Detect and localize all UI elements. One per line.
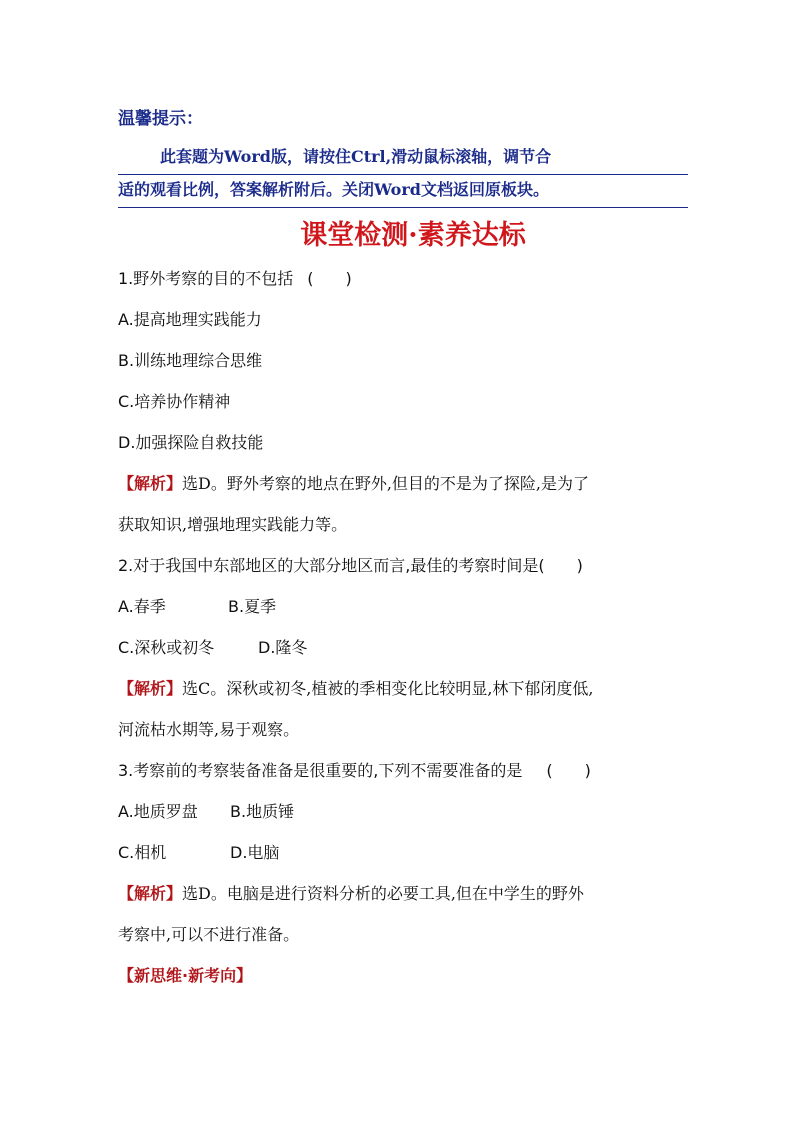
question-2-option-a: A.春季 bbox=[118, 597, 166, 616]
analysis-tag: 【解析】 bbox=[118, 474, 183, 493]
analysis-tag: 【解析】 bbox=[118, 679, 183, 698]
question-1-option-c: C.培养协作精神 bbox=[118, 392, 231, 411]
question-1-analysis-cont: 获取知识,增强地理实践能力等。 bbox=[118, 515, 348, 534]
analysis-text: 选C。深秋或初冬,植被的季相变化比较明显,林下郁闭度低, bbox=[182, 679, 594, 698]
question-2-options-cd bbox=[118, 627, 688, 668]
analysis-text: 选D。野外考察的地点在野外,但目的不是为了探险,是为了 bbox=[182, 474, 590, 493]
answer-paren: ( ) bbox=[307, 269, 352, 288]
section-title: 课堂检测·素养达标 bbox=[300, 220, 526, 251]
question-3-analysis bbox=[118, 873, 688, 914]
question-2-analysis bbox=[118, 668, 688, 709]
answer-paren: ( ) bbox=[546, 761, 591, 780]
question-2-option-b: B.夏季 bbox=[228, 597, 277, 616]
tip-line-2: 适的观看比例，答案解析附后。关闭Word文档返回原板块。 bbox=[118, 175, 688, 208]
question-3-option-d: D.电脑 bbox=[230, 843, 280, 862]
document-page bbox=[118, 100, 688, 996]
analysis-text: 选D。电脑是进行资料分析的必要工具,但在中学生的野外 bbox=[182, 884, 584, 903]
new-thinking-heading: 【新思维·新考向】 bbox=[118, 966, 253, 985]
question-2-option-c: C.深秋或初冬 bbox=[118, 638, 215, 657]
question-3-analysis-cont: 考察中,可以不进行准备。 bbox=[118, 925, 300, 944]
question-1-analysis bbox=[118, 463, 688, 504]
tip-title: 温馨提示： bbox=[118, 109, 203, 129]
question-stem-text: 3.考察前的考察装备准备是很重要的,下列不需要准备的是 bbox=[118, 761, 523, 780]
question-1-option-a: A.提高地理实践能力 bbox=[118, 310, 262, 329]
question-2-option-d: D.隆冬 bbox=[258, 638, 308, 657]
question-stem-text: 1.野外考察的目的不包括 bbox=[118, 269, 294, 288]
question-2-analysis-cont: 河流枯水期等,易于观察。 bbox=[118, 720, 300, 739]
question-2-stem: 2.对于我国中东部地区的大部分地区而言,最佳的考察时间是( ) bbox=[118, 556, 583, 575]
question-3-stem bbox=[118, 750, 688, 791]
question-3-option-a: A.地质罗盘 bbox=[118, 802, 198, 821]
analysis-tag: 【解析】 bbox=[118, 884, 183, 903]
question-1-stem bbox=[118, 258, 688, 299]
tip-line-1: 此套题为Word版，请按住Ctrl,滑动鼠标滚轴，调节合 bbox=[118, 142, 688, 175]
question-3-option-c: C.相机 bbox=[118, 843, 167, 862]
question-1-option-b: B.训练地理综合思维 bbox=[118, 351, 263, 370]
question-3-option-b: B.地质锤 bbox=[230, 802, 295, 821]
question-3-options-ab bbox=[118, 791, 688, 832]
question-2-options-ab bbox=[118, 586, 688, 627]
question-3-options-cd bbox=[118, 832, 688, 873]
question-1-option-d: D.加强探险自救技能 bbox=[118, 433, 264, 452]
